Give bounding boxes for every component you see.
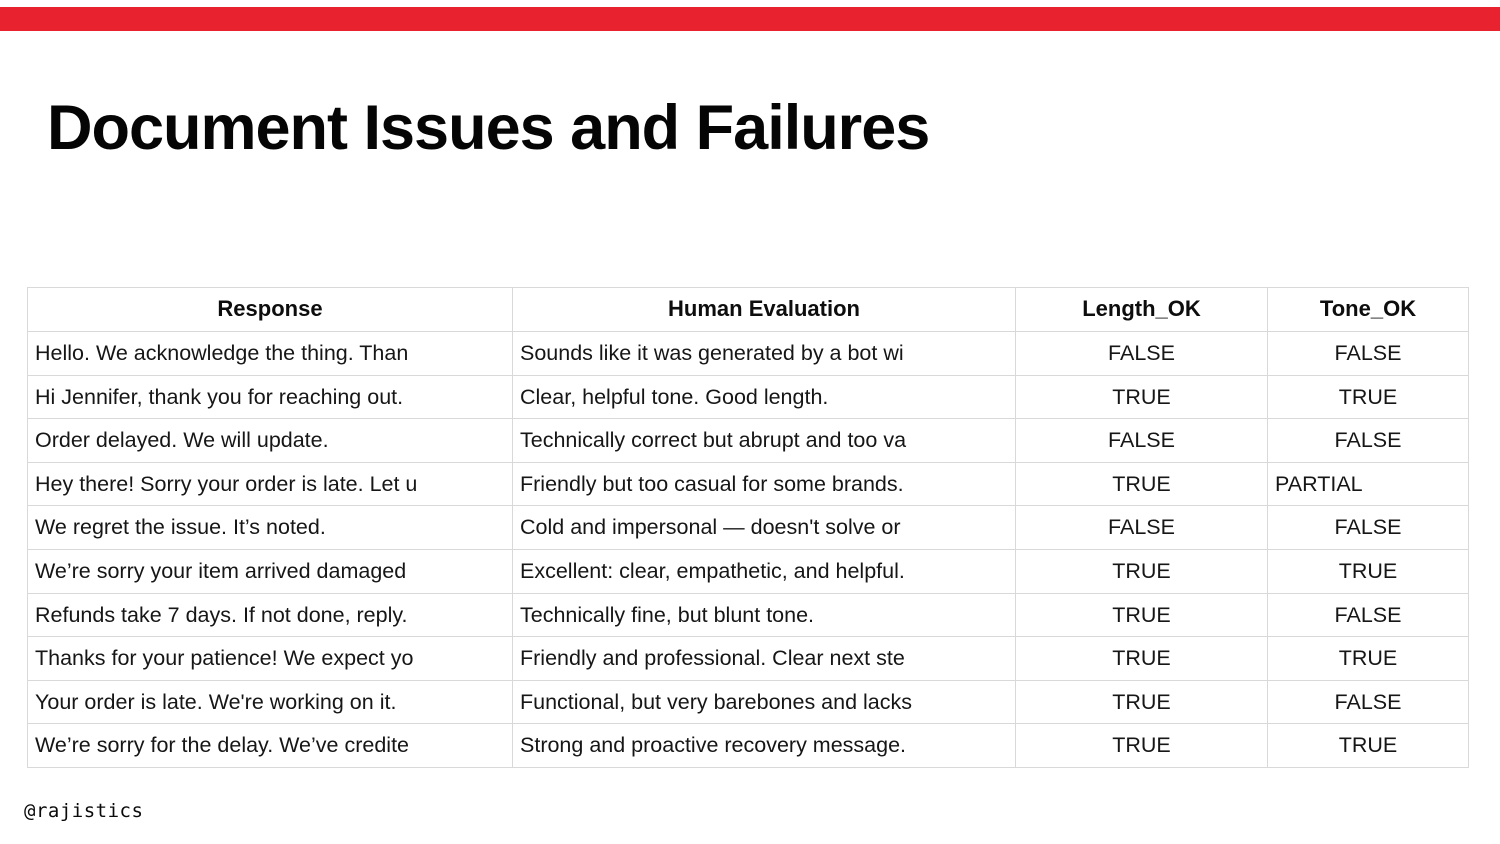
table-cell: PARTIAL — [1268, 462, 1469, 506]
table-cell: FALSE — [1268, 680, 1469, 724]
table-cell: TRUE — [1016, 637, 1268, 681]
evaluation-table-container — [27, 287, 1468, 768]
column-header: Length_OK — [1016, 288, 1268, 332]
table-body — [28, 332, 1469, 768]
table-cell: Hi Jennifer, thank you for reaching out. — [28, 375, 513, 419]
table-cell: Friendly and professional. Clear next ste — [513, 637, 1016, 681]
table-row — [28, 506, 1469, 550]
table-cell: FALSE — [1016, 506, 1268, 550]
table-cell: TRUE — [1016, 680, 1268, 724]
table-cell: We regret the issue. It’s noted. — [28, 506, 513, 550]
table-cell: TRUE — [1016, 593, 1268, 637]
top-accent-bar — [0, 7, 1500, 31]
table-row — [28, 375, 1469, 419]
table-cell: FALSE — [1016, 419, 1268, 463]
table-cell: Cold and impersonal — doesn't solve or — [513, 506, 1016, 550]
table-cell: Order delayed. We will update. — [28, 419, 513, 463]
table-cell: We’re sorry your item arrived damaged — [28, 549, 513, 593]
page-title: Document Issues and Failures — [47, 93, 930, 163]
table-cell: TRUE — [1268, 375, 1469, 419]
column-header: Tone_OK — [1268, 288, 1469, 332]
table-cell: TRUE — [1016, 462, 1268, 506]
table-row — [28, 332, 1469, 376]
table-row — [28, 419, 1469, 463]
table-cell: Friendly but too casual for some brands. — [513, 462, 1016, 506]
table-cell: Technically fine, but blunt tone. — [513, 593, 1016, 637]
table-row — [28, 462, 1469, 506]
table-cell: FALSE — [1268, 419, 1469, 463]
table-row — [28, 593, 1469, 637]
table-cell: TRUE — [1268, 549, 1469, 593]
table-cell: Refunds take 7 days. If not done, reply. — [28, 593, 513, 637]
table-cell: We’re sorry for the delay. We’ve credite — [28, 724, 513, 768]
table-cell: TRUE — [1016, 724, 1268, 768]
table-row — [28, 680, 1469, 724]
table-cell: Functional, but very barebones and lacks — [513, 680, 1016, 724]
table-cell: Your order is late. We're working on it. — [28, 680, 513, 724]
table-cell: Thanks for your patience! We expect yo — [28, 637, 513, 681]
table-row — [28, 549, 1469, 593]
table-cell: FALSE — [1268, 593, 1469, 637]
table-cell: Sounds like it was generated by a bot wi — [513, 332, 1016, 376]
table-cell: Hey there! Sorry your order is late. Let u — [28, 462, 513, 506]
footer-handle: @rajistics — [24, 800, 144, 822]
table-cell: Strong and proactive recovery message. — [513, 724, 1016, 768]
table-row — [28, 724, 1469, 768]
column-header: Human Evaluation — [513, 288, 1016, 332]
header-row — [28, 288, 1469, 332]
table-cell: TRUE — [1268, 637, 1469, 681]
evaluation-table — [27, 287, 1469, 768]
table-cell: Excellent: clear, empathetic, and helpful. — [513, 549, 1016, 593]
table-cell: Clear, helpful tone. Good length. — [513, 375, 1016, 419]
table-cell: Technically correct but abrupt and too va — [513, 419, 1016, 463]
table-cell: FALSE — [1268, 332, 1469, 376]
table-cell: TRUE — [1016, 549, 1268, 593]
table-cell: Hello. We acknowledge the thing. Than — [28, 332, 513, 376]
table-row — [28, 637, 1469, 681]
table-cell: TRUE — [1268, 724, 1469, 768]
table-cell: TRUE — [1016, 375, 1268, 419]
table-cell: FALSE — [1016, 332, 1268, 376]
column-header: Response — [28, 288, 513, 332]
table-cell: FALSE — [1268, 506, 1469, 550]
